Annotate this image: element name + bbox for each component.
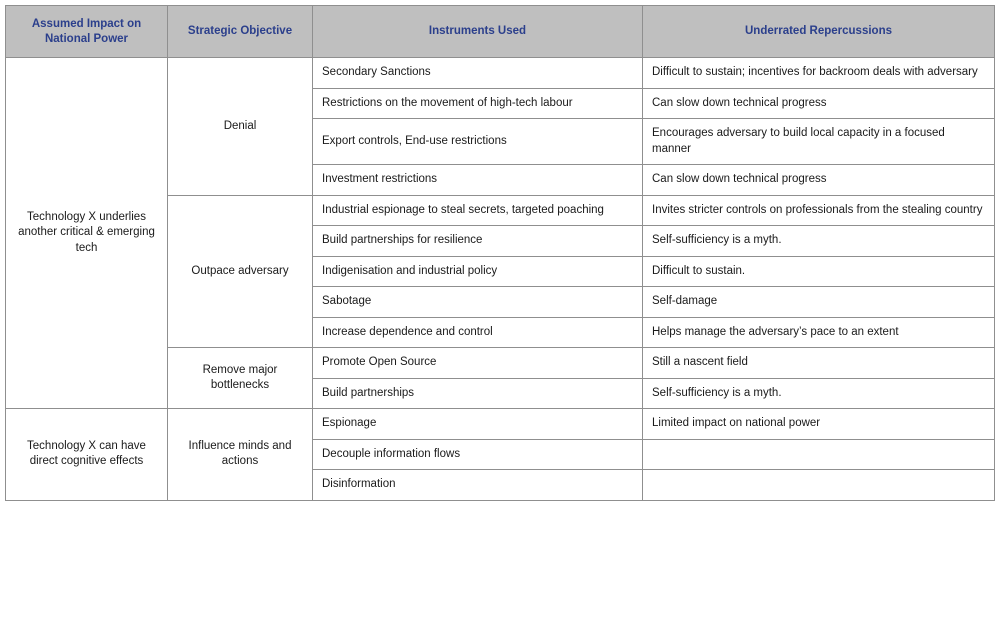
repercussion-cell: Can slow down technical progress	[643, 88, 995, 119]
column-header-instruments: Instruments Used	[313, 6, 643, 58]
repercussion-cell: Helps manage the adversary’s pace to an extent	[643, 317, 995, 348]
column-header-repercussions: Underrated Repercussions	[643, 6, 995, 58]
instrument-cell: Build partnerships	[313, 378, 643, 409]
repercussion-cell: Invites stricter controls on professionals from the stealing country	[643, 195, 995, 226]
strategy-matrix-table	[5, 5, 995, 501]
instrument-cell: Disinformation	[313, 470, 643, 501]
instrument-cell: Restrictions on the movement of high-tech labour	[313, 88, 643, 119]
table-row	[6, 409, 995, 440]
impact-cell: Technology X underlies another critical & emerging tech	[6, 58, 168, 409]
instrument-cell: Indigenisation and industrial policy	[313, 256, 643, 287]
repercussion-cell	[643, 439, 995, 470]
instrument-cell: Investment restrictions	[313, 165, 643, 196]
repercussion-cell: Can slow down technical progress	[643, 165, 995, 196]
objective-cell: Influence minds and actions	[168, 409, 313, 501]
instrument-cell: Industrial espionage to steal secrets, targeted poaching	[313, 195, 643, 226]
instrument-cell: Export controls, End-use restrictions	[313, 119, 643, 165]
table-body	[6, 58, 995, 501]
repercussion-cell: Encourages adversary to build local capacity in a focused manner	[643, 119, 995, 165]
repercussion-cell	[643, 470, 995, 501]
objective-cell: Remove major bottlenecks	[168, 348, 313, 409]
table-header	[6, 6, 995, 58]
table-header-row	[6, 6, 995, 58]
instrument-cell: Secondary Sanctions	[313, 58, 643, 89]
instrument-cell: Build partnerships for resilience	[313, 226, 643, 257]
objective-cell: Denial	[168, 58, 313, 196]
repercussion-cell: Difficult to sustain.	[643, 256, 995, 287]
instrument-cell: Decouple information flows	[313, 439, 643, 470]
instrument-cell: Increase dependence and control	[313, 317, 643, 348]
repercussion-cell: Limited impact on national power	[643, 409, 995, 440]
repercussion-cell: Still a nascent field	[643, 348, 995, 379]
instrument-cell: Promote Open Source	[313, 348, 643, 379]
repercussion-cell: Self-sufficiency is a myth.	[643, 378, 995, 409]
objective-cell: Outpace adversary	[168, 195, 313, 348]
repercussion-cell: Difficult to sustain; incentives for backroom deals with adversary	[643, 58, 995, 89]
column-header-objective: Strategic Objective	[168, 6, 313, 58]
repercussion-cell: Self-damage	[643, 287, 995, 318]
table-row	[6, 58, 995, 89]
column-header-impact: Assumed Impact on National Power	[6, 6, 168, 58]
instrument-cell: Espionage	[313, 409, 643, 440]
impact-cell: Technology X can have direct cognitive effects	[6, 409, 168, 501]
repercussion-cell: Self-sufficiency is a myth.	[643, 226, 995, 257]
instrument-cell: Sabotage	[313, 287, 643, 318]
